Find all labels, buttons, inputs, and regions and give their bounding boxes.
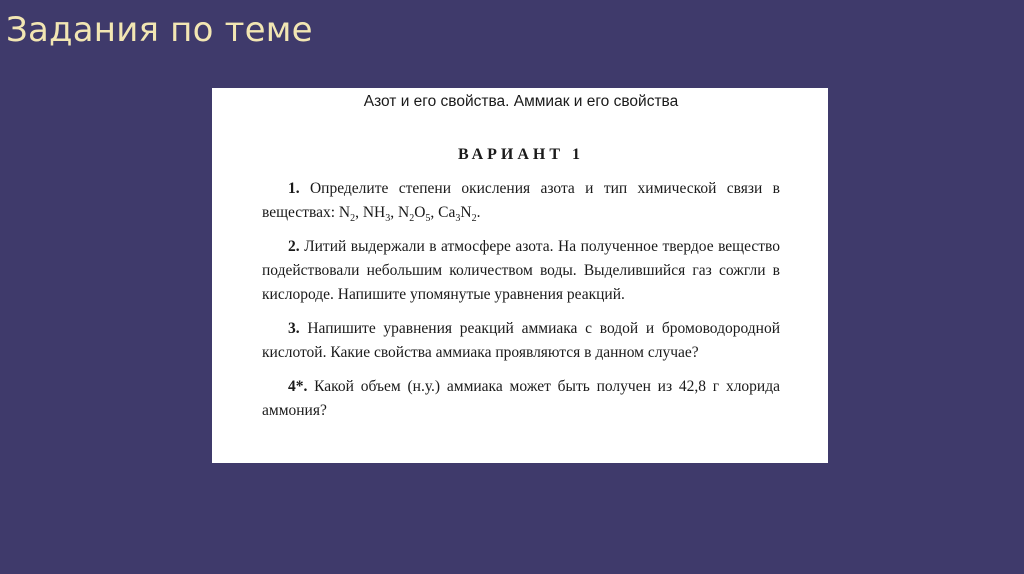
task-number: 2.: [288, 238, 300, 255]
formula-n2o5: $N_2O_5$: [397, 204, 431, 225]
task-1: 1. Определите степени окисления азота и тип химической связи в веществах: $N_2$, $NH_3$, $N_2O_5$, $Ca_3N_2$.: [262, 180, 780, 225]
task-text: Какой объем (н.у.) аммиака может быть получен из 42,8 г хлорида аммония?: [262, 378, 780, 419]
document-heading: Азот и его свойства. Аммиак и его свойства: [363, 93, 679, 110]
task-3: [262, 317, 780, 365]
task-text: Определите степени окисления азота и тип химической связи в веществах:: [262, 180, 780, 221]
task-text: Литий выдержали в атмосфере азота. На полученное твердое вещество подействовали небольшим количеством воды. Выделившийся газ сожгли в кислороде. Напишите упомянутые уравнения реакций.: [262, 238, 780, 303]
task-number: 4*.: [288, 378, 308, 395]
formula-ca3n2: $Ca_3N_2$: [438, 204, 477, 225]
task-2: [262, 235, 780, 307]
task-number: 1.: [288, 180, 300, 197]
formula-n2: $N_2$: [338, 204, 356, 225]
slide-title: Задания по теме: [6, 10, 313, 50]
task-number: 3.: [288, 320, 300, 337]
task-4: [262, 375, 780, 423]
formula-nh3: $NH_3$: [362, 204, 391, 225]
variant-heading: ВАРИАНТ 1: [457, 146, 585, 163]
task-text: Напишите уравнения реакций аммиака с водой и бромоводородной кислотой. Какие свойства аммиака проявляются в данном случае?: [262, 320, 781, 361]
document-image: [212, 88, 828, 463]
